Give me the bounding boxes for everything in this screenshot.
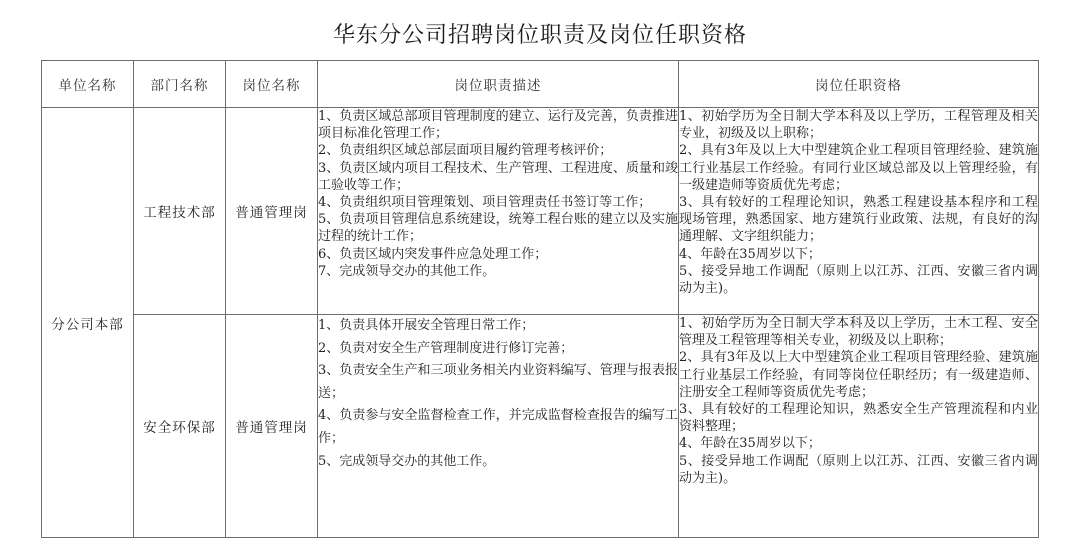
duty-item: 4、负责参与安全监督检查工作，并完成监督检查报告的编写工作； — [318, 408, 678, 446]
header-qualifications: 岗位任职资格 — [679, 61, 1039, 108]
duty-item: 3、负责安全生产和三项业务相关内业资料编写、管理与报表报送； — [318, 363, 678, 401]
duty-item: 4、负责组织项目管理策划、项目管理责任书签订等工作； — [318, 195, 652, 211]
department-cell: 安全环保部 — [134, 315, 226, 538]
qualification-item: 5、接受异地工作调配（原则上以江苏、江西、安徽三省内调动为主)。 — [679, 263, 1038, 297]
header-department-name: 部门名称 — [134, 61, 226, 108]
duties-cell — [318, 315, 679, 538]
qualification-item: 4、年龄在35周岁以下； — [679, 246, 821, 262]
position-cell: 普通管理岗 — [226, 315, 318, 538]
qualification-item: 3、具有较好的工程理论知识，熟悉工程建设基本程序和工程现场管理，熟悉国家、地方建筑行业政策、法规，有良好的沟通理解、文字组织能力； — [679, 195, 1038, 245]
page-title: 华东分公司招聘岗位职责及岗位任职资格 — [332, 23, 747, 48]
duty-item: 1、负责具体开展安全管理日常工作； — [318, 318, 535, 333]
department-cell: 工程技术部 — [134, 108, 226, 315]
qualifications-cell — [679, 315, 1039, 538]
duty-item: 6、负责区域内突发事件应急处理工作； — [318, 246, 548, 262]
table-row — [42, 108, 1039, 315]
qualification-item: 1、初始学历为全日制大学本科及以上学历，工程管理及相关专业，初级及以上职称； — [679, 109, 1038, 142]
table-header-row — [42, 61, 1039, 108]
header-unit-name: 单位名称 — [42, 61, 134, 108]
header-position-name: 岗位名称 — [226, 61, 318, 108]
duty-item: 2、负责组织区域总部层面项目履约管理考核评价； — [318, 143, 613, 159]
position-cell: 普通管理岗 — [226, 108, 318, 315]
duty-item: 5、负责项目管理信息系统建设，统筹工程台账的建立以及实施过程的统计工作； — [318, 212, 678, 245]
duty-item: 1、负责区域总部项目管理制度的建立、运行及完善，负责推进项目标准化管理工作； — [318, 109, 678, 142]
table-row — [42, 315, 1039, 538]
qualification-item: 2、具有3年及以上大中型建筑企业工程项目管理经验、建筑施工行业基层工作经验，有同等岗位任职经历；有一级建造师、注册安全工程师等资质优先考虑； — [679, 350, 1038, 400]
duties-cell — [318, 108, 679, 315]
duty-item: 2、负责对安全生产管理制度进行修订完善； — [318, 340, 574, 356]
unit-name-cell: 分公司本部 — [42, 108, 134, 538]
duty-item: 3、负责区域内项目工程技术、生产管理、工程进度、质量和竣工验收等工作； — [318, 160, 678, 193]
duty-item: 5、完成领导交办的其他工作。 — [318, 453, 496, 469]
duty-item: 7、完成领导交办的其他工作。 — [318, 263, 496, 279]
header-job-duties: 岗位职责描述 — [318, 61, 679, 108]
qualification-item: 3、具有较好的工程理论知识，熟悉安全生产管理流程和内业资料整理； — [679, 402, 1038, 435]
qualification-item: 4、年龄在35周岁以下； — [679, 436, 821, 452]
qualification-item: 2、具有3年及以上大中型建筑企业工程项目管理经验、建筑施工行业基层工作经验。有同行业区域总部及以上管理经验，有一级建造师等资质优先考虑； — [679, 143, 1038, 193]
qualification-item: 1、初始学历为全日制大学本科及以上学历，土木工程、安全管理及工程管理等相关专业，初级及以上职称； — [679, 316, 1038, 349]
recruitment-table — [41, 60, 1039, 538]
qualification-item: 5、接受异地工作调配（原则上以江苏、江西、安徽三省内调动为主)。 — [679, 453, 1038, 486]
qualifications-cell — [679, 108, 1039, 315]
